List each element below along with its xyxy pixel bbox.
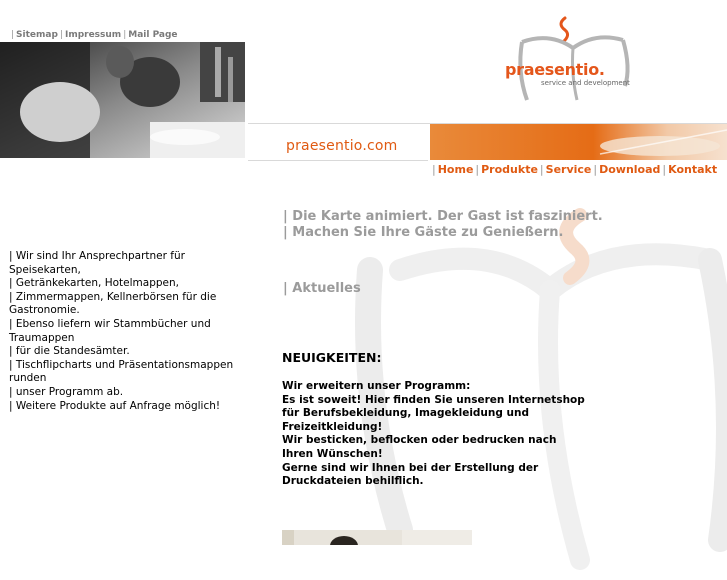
sitemap-link[interactable]: Sitemap xyxy=(16,30,58,40)
banner-image xyxy=(430,124,727,160)
intro-line: | Tischflipcharts und Präsentationsmappen runden xyxy=(9,358,234,385)
nav-kontakt[interactable]: Kontakt xyxy=(668,163,718,176)
logo-tagline: service and development xyxy=(541,79,630,87)
intro-line: | Ebenso liefern wir Stammbücher und Traumappen xyxy=(9,317,211,344)
nav-home[interactable]: Home xyxy=(437,163,474,176)
separator: | xyxy=(475,163,480,176)
separator: | xyxy=(539,163,544,176)
separator: | xyxy=(59,30,63,40)
top-links xyxy=(9,30,178,40)
nav-service[interactable]: Service xyxy=(545,163,592,176)
impressum-link[interactable]: Impressum xyxy=(64,30,122,40)
separator: | xyxy=(593,163,598,176)
intro-line: | unser Programm ab. xyxy=(9,385,124,398)
praesentio-logo xyxy=(505,12,645,102)
separator: | xyxy=(662,163,667,176)
news-line: Ihren Wünschen! xyxy=(282,447,383,460)
nav-produkte[interactable]: Produkte xyxy=(481,163,538,176)
intro-text xyxy=(9,250,244,413)
intro-line: | Weitere Produkte auf Anfrage möglich! xyxy=(9,399,221,412)
news-photo xyxy=(282,530,472,545)
mail-page-link[interactable]: Mail Page xyxy=(128,30,178,40)
intro-line: | für die Standesämter. xyxy=(9,345,130,358)
news-line: Wir erweitern unser Programm: xyxy=(282,380,471,392)
logo-wordmark: praesentio. xyxy=(505,60,605,79)
tagline: | Die Karte animiert. Der Gast ist fasziniert. xyxy=(283,209,603,224)
tagline: | Machen Sie Ihre Gäste zu Genießern. xyxy=(283,225,564,240)
nav-download[interactable]: Download xyxy=(599,163,661,176)
news-line: Wir besticken, beflocken oder bedrucken nach xyxy=(282,434,557,447)
main-navigation xyxy=(430,163,717,176)
news-line: Es ist soweit! Hier finden Sie unseren Internetshop xyxy=(282,393,585,406)
news-line: Freizeitkleidung! xyxy=(282,420,383,433)
news-body xyxy=(282,380,602,489)
separator: | xyxy=(11,30,15,40)
separator: | xyxy=(432,163,436,176)
divider xyxy=(248,160,428,161)
intro-line: | Wir sind Ihr Ansprechpartner für Speisekarten, xyxy=(9,250,185,276)
section-heading-aktuelles: | Aktuelles xyxy=(283,281,361,296)
intro-line: | Zimmermappen, Kellnerbörsen für die Gastronomie. xyxy=(9,290,217,317)
news-heading: NEUIGKEITEN: xyxy=(282,350,382,365)
domain-title: praesentio.com xyxy=(286,138,398,154)
intro-line: | Getränkekarten, Hotelmappen, xyxy=(9,277,179,290)
restaurant-photo xyxy=(0,42,245,158)
news-line: für Berufsbekleidung, Imagekleidung und xyxy=(282,407,530,420)
news-line: Druckdateien behilflich. xyxy=(282,475,424,488)
separator: | xyxy=(123,30,127,40)
news-line: Gerne sind wir Ihnen bei der Erstellung der xyxy=(282,461,539,474)
